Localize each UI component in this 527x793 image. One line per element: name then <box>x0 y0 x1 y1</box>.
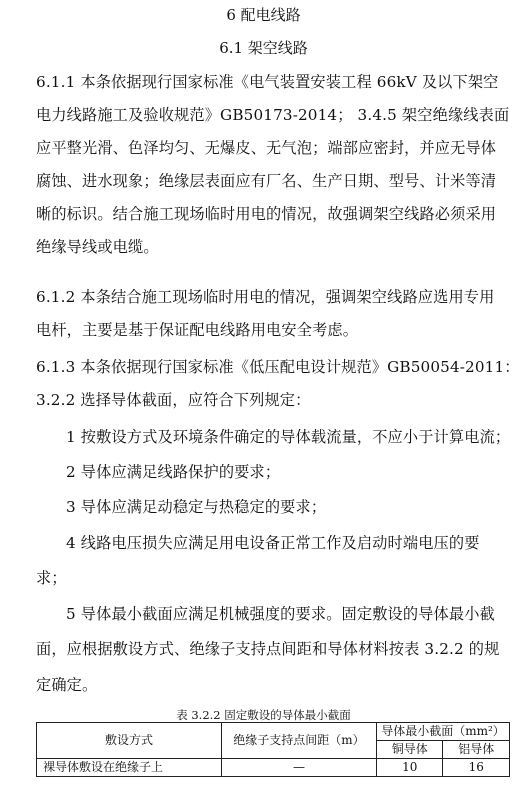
cell-method: 裸导体敷设在绝缘子上 <box>37 759 222 777</box>
min-section-table <box>36 722 510 777</box>
header-aluminum: 铝导体 <box>443 741 510 759</box>
paragraph-line: 腐蚀、进水现象；绝缘层表面应有厂名、生产日期、型号、计米等清 <box>36 172 497 190</box>
paragraph-line: 6.1.3 本条依据现行国家标准《低压配电设计规范》GB50054-2011： <box>36 358 520 376</box>
list-item-continuation: 面，应根据敷设方式、绝缘子支持点间距和导体材料按表 3.2.2 的规 <box>36 640 500 658</box>
list-item-continuation: 求； <box>36 569 67 587</box>
paragraph-line: 电杆，主要是基于保证配电线路用电安全考虑。 <box>36 321 359 339</box>
chapter-title: 6 配电线路 <box>226 6 301 24</box>
paragraph-line: 6.1.1 本条依据现行国家标准《电气装置安装工程 66kV 及以下架空 <box>36 73 499 91</box>
header-spacing: 绝缘子支持点间距（m） <box>222 723 377 759</box>
list-item: 2 导体应满足线路保护的要求； <box>66 463 281 481</box>
paragraph-line: 应平整光滑、色泽均匀、无爆皮、无气泡；端部应密封，并应无导体 <box>36 139 497 157</box>
header-min-section: 导体最小截面（mm²） <box>377 723 510 741</box>
paragraph-line: 电力线路施工及验收规范》GB50173-2014； 3.4.5 架空绝缘线表面 <box>36 106 510 124</box>
list-item: 5 导体最小截面应满足机械强度的要求。固定敷设的导体最小截 <box>66 605 495 623</box>
cell-spacing: — <box>222 759 377 777</box>
cell-aluminum: 16 <box>443 759 510 777</box>
list-item-continuation: 定确定。 <box>36 676 98 694</box>
header-copper: 铜导体 <box>377 741 443 759</box>
paragraph-line: 6.1.2 本条结合施工现场临时用电的情况，强调架空线路应选用专用 <box>36 288 495 306</box>
paragraph-line: 绝缘导线或电缆。 <box>36 238 159 256</box>
paragraph-line: 晰的标识。结合施工现场临时用电的情况，故强调架空线路必须采用 <box>36 205 497 223</box>
list-item: 1 按敷设方式及环境条件确定的导体载流量，不应小于计算电流； <box>66 428 511 446</box>
table-caption: 表 3.2.2 固定敷设的导体最小截面 <box>176 708 351 722</box>
section-title: 6.1 架空线路 <box>219 39 308 57</box>
list-item: 3 导体应满足动稳定与热稳定的要求； <box>66 498 327 516</box>
table-row <box>37 759 510 777</box>
cell-copper: 10 <box>377 759 443 777</box>
paragraph-line: 3.2.2 选择导体截面，应符合下列规定： <box>36 391 311 409</box>
list-item: 4 线路电压损失应满足用电设备正常工作及启动时端电压的要 <box>66 534 480 552</box>
table-header-row <box>37 723 510 741</box>
header-method: 敷设方式 <box>37 723 222 759</box>
